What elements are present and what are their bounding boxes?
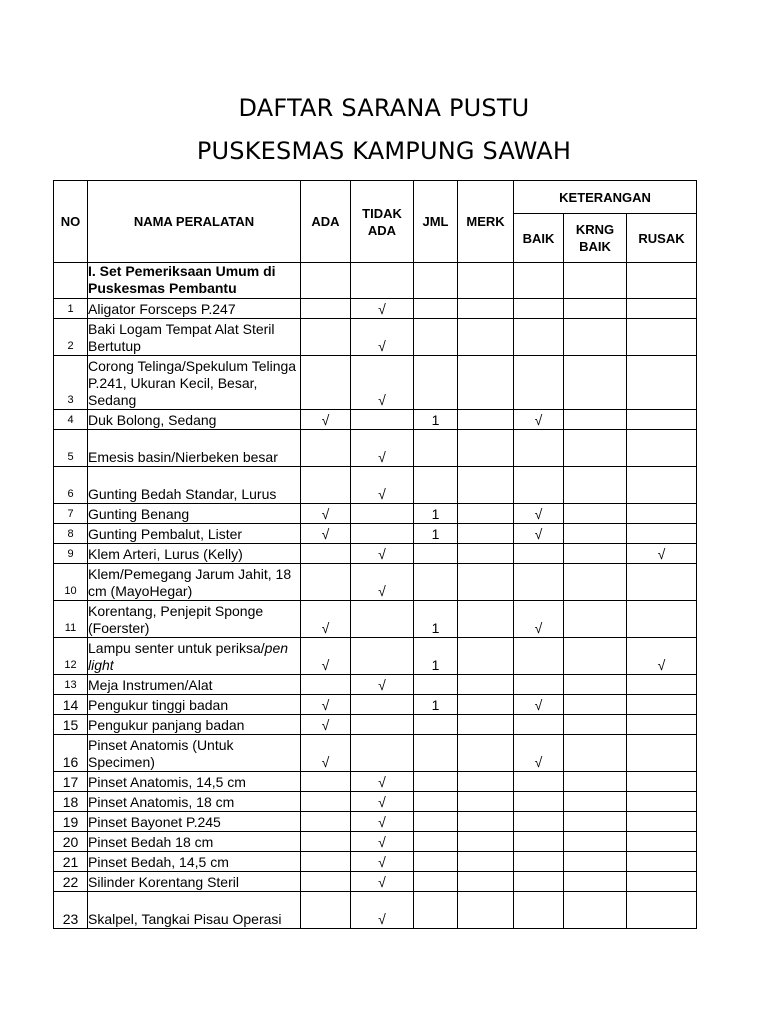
rusak-cell — [627, 467, 697, 504]
rusak-cell — [627, 430, 697, 467]
row-number: 19 — [54, 812, 88, 832]
baik-cell — [514, 356, 564, 410]
rusak-cell — [627, 564, 697, 601]
tidak-ada-cell: √ — [351, 675, 414, 695]
krng-baik-cell — [564, 832, 627, 852]
table-row — [54, 467, 697, 504]
jml-cell — [414, 892, 458, 929]
tidak-ada-cell: √ — [351, 852, 414, 872]
merk-cell — [458, 467, 514, 504]
merk-cell — [458, 675, 514, 695]
baik-cell — [514, 675, 564, 695]
merk-cell — [458, 892, 514, 929]
jml-cell — [414, 544, 458, 564]
ada-cell: √ — [301, 410, 351, 430]
krng-baik-cell — [564, 504, 627, 524]
row-number: 4 — [54, 410, 88, 430]
ada-cell — [301, 564, 351, 601]
table-row — [54, 319, 697, 356]
baik-cell — [514, 430, 564, 467]
tidak-ada-cell: √ — [351, 792, 414, 812]
merk-cell — [458, 356, 514, 410]
rusak-cell — [627, 772, 697, 792]
header-jml: JML — [414, 181, 458, 263]
krng-baik-cell — [564, 467, 627, 504]
tidak-ada-cell — [351, 715, 414, 735]
rusak-cell — [627, 319, 697, 356]
baik-cell: √ — [514, 735, 564, 772]
jml-cell: 1 — [414, 695, 458, 715]
document-subtitle: PUSKESMAS KAMPUNG SAWAH — [196, 137, 572, 165]
row-number: 7 — [54, 504, 88, 524]
ada-cell — [301, 675, 351, 695]
row-number: 2 — [54, 319, 88, 356]
ada-cell: √ — [301, 524, 351, 544]
merk-cell — [458, 852, 514, 872]
tidak-ada-cell: √ — [351, 832, 414, 852]
rusak-cell — [627, 356, 697, 410]
header-baik: BAIK — [514, 214, 564, 263]
merk-cell — [458, 524, 514, 544]
table-row — [54, 772, 697, 792]
tidak-ada-cell: √ — [351, 319, 414, 356]
rusak-cell — [627, 715, 697, 735]
tidak-ada-cell: √ — [351, 812, 414, 832]
merk-cell — [458, 772, 514, 792]
krng-baik-cell — [564, 638, 627, 675]
table-row — [54, 832, 697, 852]
jml-cell — [414, 356, 458, 410]
row-number: 1 — [54, 299, 88, 319]
tidak-ada-cell — [351, 735, 414, 772]
krng-baik-cell — [564, 792, 627, 812]
table-row — [54, 675, 697, 695]
jml-cell — [414, 852, 458, 872]
document-title: DAFTAR SARANA PUSTU — [238, 94, 530, 122]
rusak-cell — [627, 735, 697, 772]
ada-cell — [301, 892, 351, 929]
row-number: 14 — [54, 695, 88, 715]
equipment-name: Pinset Anatomis, 18 cm — [88, 792, 301, 812]
header-rusak: RUSAK — [627, 214, 697, 263]
krng-baik-cell — [564, 772, 627, 792]
table-row — [54, 695, 697, 715]
tidak-ada-cell — [351, 601, 414, 638]
rusak-cell: √ — [627, 638, 697, 675]
krng-baik-cell — [564, 524, 627, 544]
rusak-cell — [627, 695, 697, 715]
table-row — [54, 792, 697, 812]
rusak-cell — [627, 601, 697, 638]
tidak-ada-cell: √ — [351, 299, 414, 319]
rusak-cell — [627, 792, 697, 812]
krng-baik-cell — [564, 715, 627, 735]
rusak-cell — [627, 524, 697, 544]
jml-cell: 1 — [414, 601, 458, 638]
jml-cell — [414, 735, 458, 772]
equipment-table — [53, 180, 697, 929]
merk-cell — [458, 319, 514, 356]
ada-cell — [301, 356, 351, 410]
equipment-name: Pinset Bayonet P.245 — [88, 812, 301, 832]
ada-cell — [301, 872, 351, 892]
equipment-name-italic: pen light — [88, 640, 289, 673]
baik-cell — [514, 792, 564, 812]
ada-cell — [301, 319, 351, 356]
row-number: 20 — [54, 832, 88, 852]
equipment-name: Gunting Pembalut, Lister — [88, 524, 301, 544]
tidak-ada-cell: √ — [351, 872, 414, 892]
krng-baik-cell — [564, 544, 627, 564]
merk-cell — [458, 872, 514, 892]
equipment-name — [88, 638, 301, 675]
merk-cell — [458, 638, 514, 675]
empty-cell — [458, 263, 514, 299]
section-row — [54, 263, 697, 299]
ada-cell — [301, 832, 351, 852]
jml-cell: 1 — [414, 504, 458, 524]
ada-cell — [301, 467, 351, 504]
row-number: 17 — [54, 772, 88, 792]
header-krng-baik: KRNG BAIK — [564, 214, 627, 263]
rusak-cell — [627, 852, 697, 872]
empty-cell — [627, 263, 697, 299]
header-keterangan: KETERANGAN — [514, 181, 697, 214]
jml-cell — [414, 772, 458, 792]
equipment-name: Duk Bolong, Sedang — [88, 410, 301, 430]
empty-cell — [514, 263, 564, 299]
baik-cell — [514, 544, 564, 564]
row-number: 10 — [54, 564, 88, 601]
merk-cell — [458, 735, 514, 772]
row-number: 15 — [54, 715, 88, 735]
rusak-cell: √ — [627, 544, 697, 564]
jml-cell — [414, 675, 458, 695]
baik-cell — [514, 638, 564, 675]
equipment-name-text: Lampu senter untuk periksa/ — [88, 640, 265, 656]
row-number: 9 — [54, 544, 88, 564]
table-row — [54, 872, 697, 892]
equipment-name: Pengukur tinggi badan — [88, 695, 301, 715]
merk-cell — [458, 504, 514, 524]
tidak-ada-cell: √ — [351, 430, 414, 467]
table-row — [54, 564, 697, 601]
ada-cell — [301, 852, 351, 872]
table-row — [54, 410, 697, 430]
jml-cell: 1 — [414, 638, 458, 675]
baik-cell — [514, 872, 564, 892]
baik-cell: √ — [514, 410, 564, 430]
tidak-ada-cell: √ — [351, 892, 414, 929]
jml-cell — [414, 715, 458, 735]
row-number: 16 — [54, 735, 88, 772]
tidak-ada-cell — [351, 695, 414, 715]
equipment-name: Pengukur panjang badan — [88, 715, 301, 735]
equipment-name: Klem/Pemegang Jarum Jahit, 18 cm (MayoHegar) — [88, 564, 301, 601]
row-number: 22 — [54, 872, 88, 892]
row-number: 8 — [54, 524, 88, 544]
ada-cell — [301, 299, 351, 319]
row-number: 3 — [54, 356, 88, 410]
equipment-name: Aligator Forsceps P.247 — [88, 299, 301, 319]
empty-cell — [301, 263, 351, 299]
table-row — [54, 430, 697, 467]
row-number: 6 — [54, 467, 88, 504]
equipment-name: Pinset Bedah, 14,5 cm — [88, 852, 301, 872]
equipment-name: Pinset Anatomis, 14,5 cm — [88, 772, 301, 792]
table-row — [54, 852, 697, 872]
baik-cell — [514, 772, 564, 792]
row-number: 12 — [54, 638, 88, 675]
merk-cell — [458, 792, 514, 812]
rusak-cell — [627, 410, 697, 430]
header-tidak-ada: TIDAK ADA — [351, 181, 414, 263]
equipment-name: Meja Instrumen/Alat — [88, 675, 301, 695]
tidak-ada-cell — [351, 524, 414, 544]
empty-cell — [351, 263, 414, 299]
merk-cell — [458, 410, 514, 430]
baik-cell: √ — [514, 695, 564, 715]
baik-cell: √ — [514, 601, 564, 638]
section-title: I. Set Pemeriksaan Umum di Puskesmas Pembantu — [88, 263, 301, 299]
tidak-ada-cell: √ — [351, 467, 414, 504]
rusak-cell — [627, 892, 697, 929]
ada-cell — [301, 430, 351, 467]
ada-cell — [301, 772, 351, 792]
rusak-cell — [627, 872, 697, 892]
krng-baik-cell — [564, 872, 627, 892]
krng-baik-cell — [564, 735, 627, 772]
ada-cell: √ — [301, 601, 351, 638]
ada-cell: √ — [301, 638, 351, 675]
equipment-name: Klem Arteri, Lurus (Kelly) — [88, 544, 301, 564]
ada-cell: √ — [301, 715, 351, 735]
section-no-cell — [54, 263, 88, 299]
jml-cell — [414, 467, 458, 504]
empty-cell — [564, 263, 627, 299]
row-number: 13 — [54, 675, 88, 695]
krng-baik-cell — [564, 410, 627, 430]
tidak-ada-cell: √ — [351, 356, 414, 410]
table-row — [54, 356, 697, 410]
equipment-name: Gunting Bedah Standar, Lurus — [88, 467, 301, 504]
tidak-ada-cell: √ — [351, 564, 414, 601]
table-row — [54, 601, 697, 638]
ada-cell: √ — [301, 735, 351, 772]
merk-cell — [458, 601, 514, 638]
krng-baik-cell — [564, 299, 627, 319]
rusak-cell — [627, 504, 697, 524]
merk-cell — [458, 695, 514, 715]
baik-cell — [514, 832, 564, 852]
row-number: 11 — [54, 601, 88, 638]
krng-baik-cell — [564, 852, 627, 872]
ada-cell: √ — [301, 695, 351, 715]
equipment-name: Pinset Bedah 18 cm — [88, 832, 301, 852]
empty-cell — [414, 263, 458, 299]
table-row — [54, 524, 697, 544]
krng-baik-cell — [564, 675, 627, 695]
merk-cell — [458, 715, 514, 735]
ada-cell — [301, 812, 351, 832]
ada-cell — [301, 544, 351, 564]
equipment-name: Gunting Benang — [88, 504, 301, 524]
merk-cell — [458, 564, 514, 601]
header-no: NO — [54, 181, 88, 263]
krng-baik-cell — [564, 564, 627, 601]
jml-cell — [414, 319, 458, 356]
ada-cell: √ — [301, 504, 351, 524]
rusak-cell — [627, 832, 697, 852]
table-row — [54, 299, 697, 319]
merk-cell — [458, 544, 514, 564]
krng-baik-cell — [564, 356, 627, 410]
krng-baik-cell — [564, 695, 627, 715]
merk-cell — [458, 832, 514, 852]
merk-cell — [458, 430, 514, 467]
header-nama-peralatan: NAMA PERALATAN — [88, 181, 301, 263]
table-row — [54, 638, 697, 675]
krng-baik-cell — [564, 601, 627, 638]
table-row — [54, 892, 697, 929]
jml-cell — [414, 430, 458, 467]
tidak-ada-cell: √ — [351, 544, 414, 564]
baik-cell — [514, 715, 564, 735]
jml-cell — [414, 872, 458, 892]
rusak-cell — [627, 299, 697, 319]
baik-cell: √ — [514, 504, 564, 524]
baik-cell — [514, 299, 564, 319]
ada-cell — [301, 792, 351, 812]
jml-cell — [414, 792, 458, 812]
baik-cell — [514, 812, 564, 832]
baik-cell — [514, 564, 564, 601]
equipment-name: Baki Logam Tempat Alat Steril Bertutup — [88, 319, 301, 356]
row-number: 23 — [54, 892, 88, 929]
tidak-ada-cell — [351, 504, 414, 524]
rusak-cell — [627, 675, 697, 695]
baik-cell — [514, 319, 564, 356]
merk-cell — [458, 812, 514, 832]
jml-cell: 1 — [414, 524, 458, 544]
jml-cell: 1 — [414, 410, 458, 430]
table-row — [54, 504, 697, 524]
equipment-name: Skalpel, Tangkai Pisau Operasi — [88, 892, 301, 929]
equipment-name: Emesis basin/Nierbeken besar — [88, 430, 301, 467]
tidak-ada-cell — [351, 638, 414, 675]
row-number: 18 — [54, 792, 88, 812]
row-number: 21 — [54, 852, 88, 872]
equipment-name: Pinset Anatomis (Untuk Specimen) — [88, 735, 301, 772]
baik-cell — [514, 467, 564, 504]
tidak-ada-cell — [351, 410, 414, 430]
baik-cell — [514, 892, 564, 929]
merk-cell — [458, 299, 514, 319]
equipment-name: Korentang, Penjepit Sponge (Foerster) — [88, 601, 301, 638]
jml-cell — [414, 564, 458, 601]
equipment-name: Corong Telinga/Spekulum Telinga P.241, Ukuran Kecil, Besar, Sedang — [88, 356, 301, 410]
header-merk: MERK — [458, 181, 514, 263]
equipment-name: Silinder Korentang Steril — [88, 872, 301, 892]
krng-baik-cell — [564, 812, 627, 832]
krng-baik-cell — [564, 430, 627, 467]
krng-baik-cell — [564, 319, 627, 356]
jml-cell — [414, 299, 458, 319]
jml-cell — [414, 832, 458, 852]
jml-cell — [414, 812, 458, 832]
table-row — [54, 812, 697, 832]
table-row — [54, 735, 697, 772]
header-ada: ADA — [301, 181, 351, 263]
rusak-cell — [627, 812, 697, 832]
table-row — [54, 544, 697, 564]
tidak-ada-cell: √ — [351, 772, 414, 792]
row-number: 5 — [54, 430, 88, 467]
baik-cell — [514, 852, 564, 872]
baik-cell: √ — [514, 524, 564, 544]
krng-baik-cell — [564, 892, 627, 929]
table-row — [54, 715, 697, 735]
